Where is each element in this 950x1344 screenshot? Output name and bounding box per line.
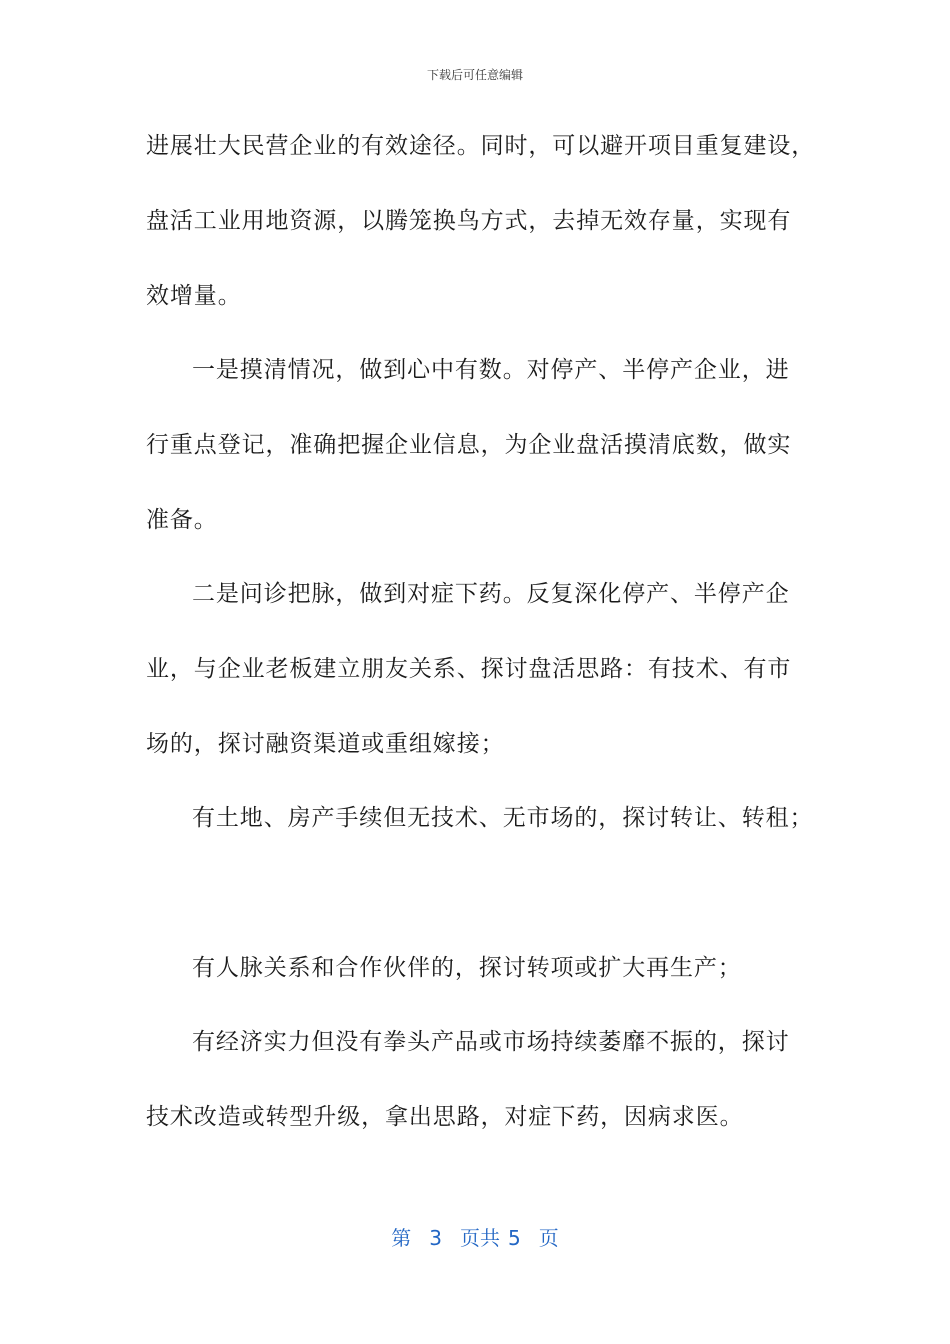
body-line: 业，与企业老板建立朋友关系、探讨盘活思路：有技术、有市 bbox=[146, 656, 792, 682]
body-line: 有土地、房产手续但无技术、无市场的，探讨转让、转租； bbox=[192, 805, 814, 831]
body-line: 技术改造或转型升级，拿出思路，对症下药，因病求医。 bbox=[146, 1104, 744, 1130]
body-line: 进展壮大民营企业的有效途径。同时，可以避开项目重复建设， bbox=[146, 133, 816, 159]
page-suffix: 页 bbox=[538, 1226, 559, 1250]
page-header-note: 下载后可任意编辑 bbox=[426, 68, 523, 82]
body-line: 二是问诊把脉，做到对症下药。反复深化停产、半停产企 bbox=[192, 581, 790, 607]
body-line: 场的，探讨融资渠道或重组嫁接； bbox=[146, 731, 505, 757]
page-middle: 页共 bbox=[460, 1226, 500, 1250]
body-line: 有经济实力但没有拳头产品或市场持续萎靡不振的，探讨 bbox=[192, 1029, 790, 1055]
page-current: 3 bbox=[429, 1226, 442, 1250]
body-line: 盘活工业用地资源，以腾笼换鸟方式，去掉无效存量，实现有 bbox=[146, 208, 792, 234]
page-prefix: 第 bbox=[391, 1226, 412, 1250]
body-line: 准备。 bbox=[146, 507, 218, 533]
page-number-footer bbox=[0, 1224, 950, 1252]
body-line: 有人脉关系和合作伙伴的，探讨转项或扩大再生产； bbox=[192, 955, 742, 981]
page-total: 5 bbox=[508, 1226, 521, 1250]
body-line: 效增量。 bbox=[146, 283, 242, 309]
body-line: 一是摸清情况，做到心中有数。对停产、半停产企业，进 bbox=[192, 357, 790, 383]
body-line: 行重点登记，准确把握企业信息，为企业盘活摸清底数，做实 bbox=[146, 432, 792, 458]
